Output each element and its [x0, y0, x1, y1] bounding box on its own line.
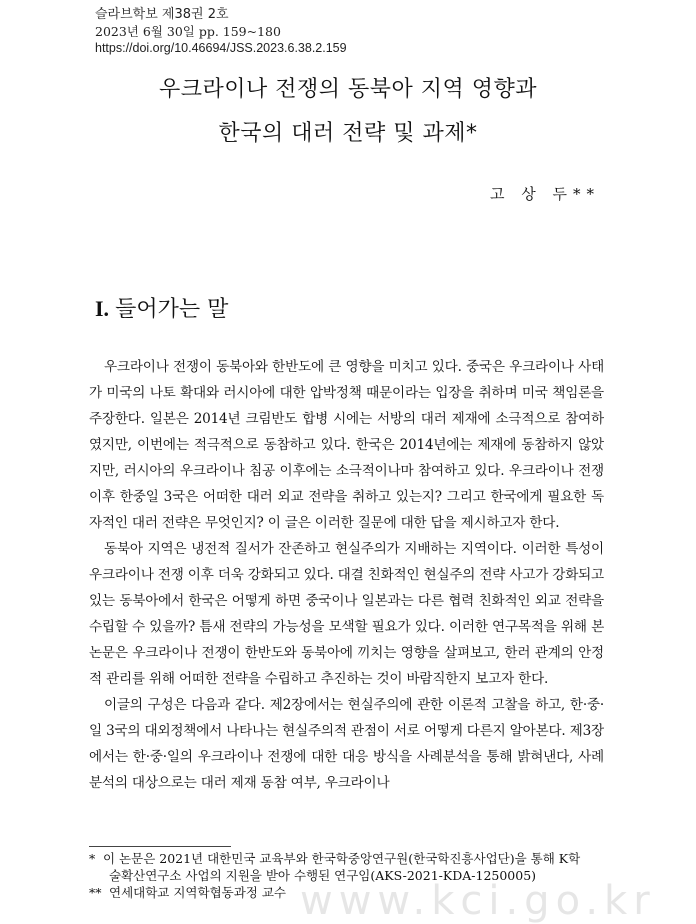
footnote-mark: * — [89, 851, 96, 866]
footnote-mark: ** — [89, 885, 102, 900]
footnote-divider — [89, 846, 231, 847]
journal-name: 슬라브학보 제38권 2호 — [95, 7, 229, 22]
section-heading — [95, 292, 228, 323]
author-name: 고 상 두** — [489, 185, 600, 203]
section-number: I. — [95, 296, 110, 321]
watermark: www.kci.go.kr — [300, 878, 656, 924]
paper-title-line2: 한국의 대러 전략 및 과제* — [218, 121, 478, 146]
paragraph: 이글의 구성은 다음과 같다. 제2장에서는 현실주의에 관한 이론적 고찰을 하고, 한·중·일 3국의 대외정책에서 나타나는 현실주의적 관점이 서로 어떻게 다른지 알아본다. 제3장에서는 한·중·일의 우크라이나 전쟁에 대한 대응 방식을 사례분석을 통해 밝혀낸다, 사례분석의 대상으로는 대러 제재 동참 여부, 우크라이나 — [89, 697, 604, 791]
paragraph: 우크라이나 전쟁이 동북아와 한반도에 큰 영향을 미치고 있다. 중국은 우크라이나 사태가 미국의 나토 확대와 러시아에 대한 압박정책 때문이라는 입장을 취하며 미국 책임론을 주장한다. 일본은 2014년 크림반도 합병 시에는 서방의 대러 제재에 소극적으로 참여하였지만, 이번에는 적극적으로 동참하고 있다. 한국은 2014년에는 제재에 동참하지 않았지만, 러시아의 우크라이나 침공 이후에는 소극적이나마 참여하고 있다. 우크라이나 전쟁 이후 한중일 3국은 어떠한 대러 외교 전략을 취하고 있는지? 그리고 한국에게 필요한 독자적인 대러 전략은 무엇인지? 이 글은 이러한 질문에 대한 답을 제시하고자 한다. — [89, 359, 604, 531]
journal-header — [95, 6, 347, 57]
footnote-2 — [89, 884, 609, 901]
paragraph: 동북아 지역은 냉전적 질서가 잔존하고 현실주의가 지배하는 지역이다. 이러한 특성이 우크라이나 전쟁 이후 더욱 강화되고 있다. 대결 친화적인 현실주의 전략 사고가 강화되고 있는 동북아에서 한국은 어떻게 하면 중국이나 일본과는 다른 협력 친화적인 외교 전략을 수립할 수 있을까? 틈새 전략의 가능성을 모색할 필요가 있다. 이러한 연구목적을 위해 본 논문은 우크라이나 전쟁이 한반도와 동북아에 끼치는 영향을 살펴보고, 한러 관계의 안정적 관리를 위해 어떠한 전략을 수립하고 추진하는 것이 바람직한지 보고자 한다. — [89, 541, 604, 687]
footnotes — [89, 850, 609, 901]
footnote-text-continued: 술확산연구소 사업의 지원을 받아 수행된 연구임(AKS-2021-KDA-1250005) — [109, 868, 537, 883]
footnote-1 — [89, 850, 609, 867]
footnote-text: 연세대학교 지역학협동과정 교수 — [109, 885, 286, 900]
issue-date-pages: 2023년 6월 30일 pp. 159~180 — [95, 24, 281, 39]
section-title: 들어가는 말 — [115, 297, 229, 322]
doi-link[interactable]: https://doi.org/10.46694/JSS.2023.6.38.2.159 — [95, 41, 347, 55]
paper-title-line1: 우크라이나 전쟁의 동북아 지역 영향과 — [158, 77, 537, 102]
footnote-text: 이 논문은 2021년 대한민국 교육부와 한국학중앙연구원(한국학진흥사업단)을 통해 K학 — [103, 851, 581, 866]
body-text — [89, 354, 604, 796]
